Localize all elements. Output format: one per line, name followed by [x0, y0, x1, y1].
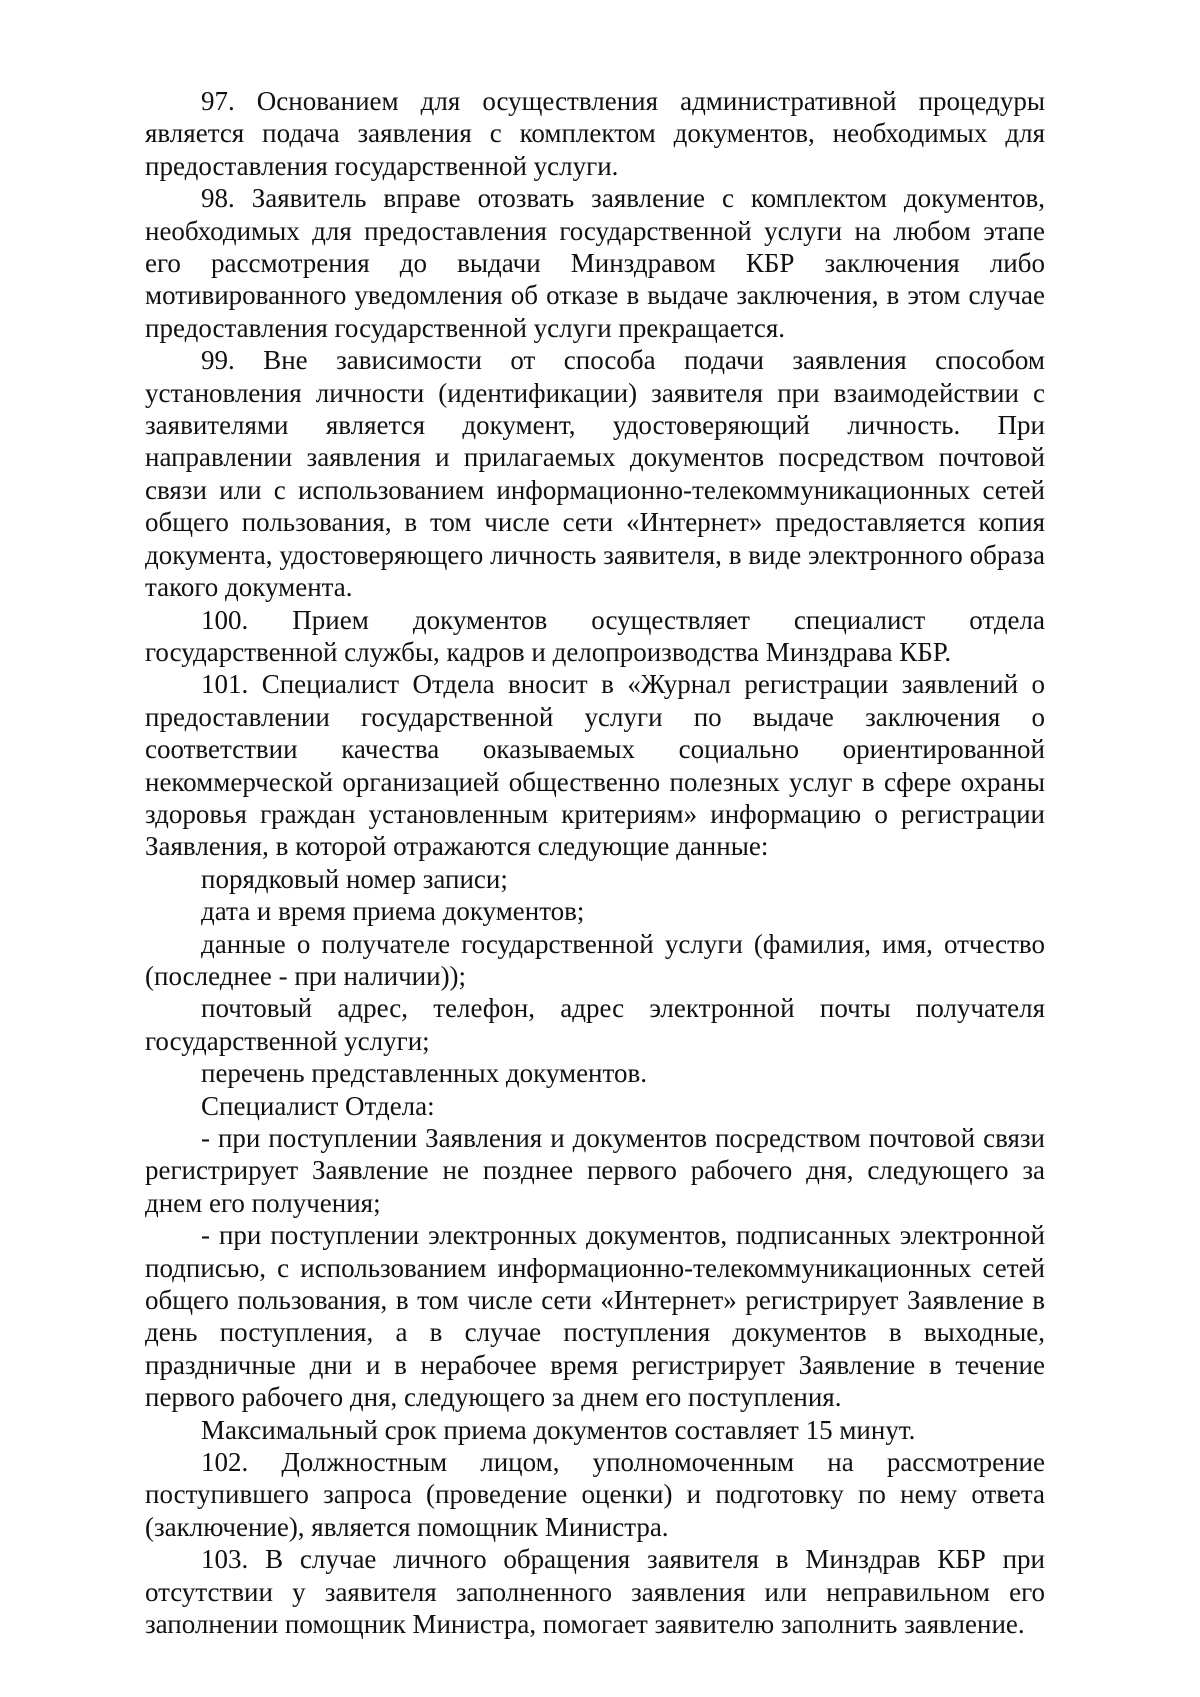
- paragraph-100: 100. Прием документов осуществляет специалист отдела государственной службы, кадров и делопроизводства Минздрава КБР.: [145, 604, 1045, 667]
- paragraph-97: 97. Основанием для осуществления административной процедуры является подача заявления с комплектом документов, необходимых для предоставления государственной услуги.: [145, 86, 1045, 181]
- list-item-date-time: дата и время приема документов;: [201, 896, 585, 927]
- list-item-record-number: порядковый номер записи;: [201, 863, 508, 894]
- paragraph-103: 103. В случае личного обращения заявителя в Минздрав КБР при отсутствии у заявителя заполненного заявления или неправильном его заполнении помощник Министра, помогает заявителю заполнить заявление.: [145, 1544, 1045, 1640]
- list-item-documents: перечень представленных документов.: [201, 1058, 647, 1089]
- list-item-contacts: почтовый адрес, телефон, адрес электронной почты получателя государственной услуги;: [145, 993, 1045, 1056]
- paragraph-98: 98. Заявитель вправе отозвать заявление с комплектом документов, необходимых для предоставления государственной услуги на любом этапе его рассмотрения до выдачи Минздравом КБР заключения либо мотивированного уведомления об отказе в выдаче заключения, в этом случае предоставления государственной услуги прекращается.: [145, 183, 1045, 343]
- list-item-recipient-data: данные о получателе государственной услуги (фамилия, имя, отчество (последнее - при наличии));: [145, 928, 1045, 991]
- paragraph-postal-registration: - при поступлении Заявления и документов посредством почтовой связи регистрирует Заявление не позднее первого рабочего дня, следующего за днем его получения;: [145, 1123, 1045, 1218]
- paragraph-electronic-registration: - при поступлении электронных документов, подписанных электронной подписью, с использованием информационно-телекоммуникационных сетей общего пользования, в том числе сети «Интернет» регистрирует Заявление в день поступления, а в случае поступления документов в выходные, праздничные дни и в нерабочее время регистрирует Заявление в течение первого рабочего дня, следующего за днем его поступления.: [145, 1220, 1045, 1413]
- paragraph-specialist: Специалист Отдела:: [201, 1090, 435, 1121]
- paragraph-max-time: Максимальный срок приема документов составляет 15 минут.: [201, 1414, 916, 1445]
- paragraph-101: 101. Специалист Отдела вносит в «Журнал регистрации заявлений о предоставлении государственной услуги по выдаче заключения о соответствии качества оказываемых социально ориентированной некоммерческой организацией общественно полезных услуг в сфере охраны здоровья граждан установленным критериям» информацию о регистрации Заявления, в которой отражаются следующие данные:: [145, 669, 1045, 862]
- document-page: [145, 85, 1045, 1641]
- paragraph-102: 102. Должностным лицом, уполномоченным на рассмотрение поступившего запроса (проведение оценки) и подготовку по нему ответа (заключение), является помощник Министра.: [145, 1447, 1045, 1542]
- paragraph-99: 99. Вне зависимости от способа подачи заявления способом установления личности (идентификации) заявителя при взаимодействии с заявителями является документ, удостоверяющий личность. При направлении заявления и прилагаемых документов посредством почтовой связи или с использованием информационно-телекоммуникационных сетей общего пользования, в том числе сети «Интернет» предоставляется копия документа, удостоверяющего личность заявителя, в виде электронного образа такого документа.: [145, 345, 1045, 603]
